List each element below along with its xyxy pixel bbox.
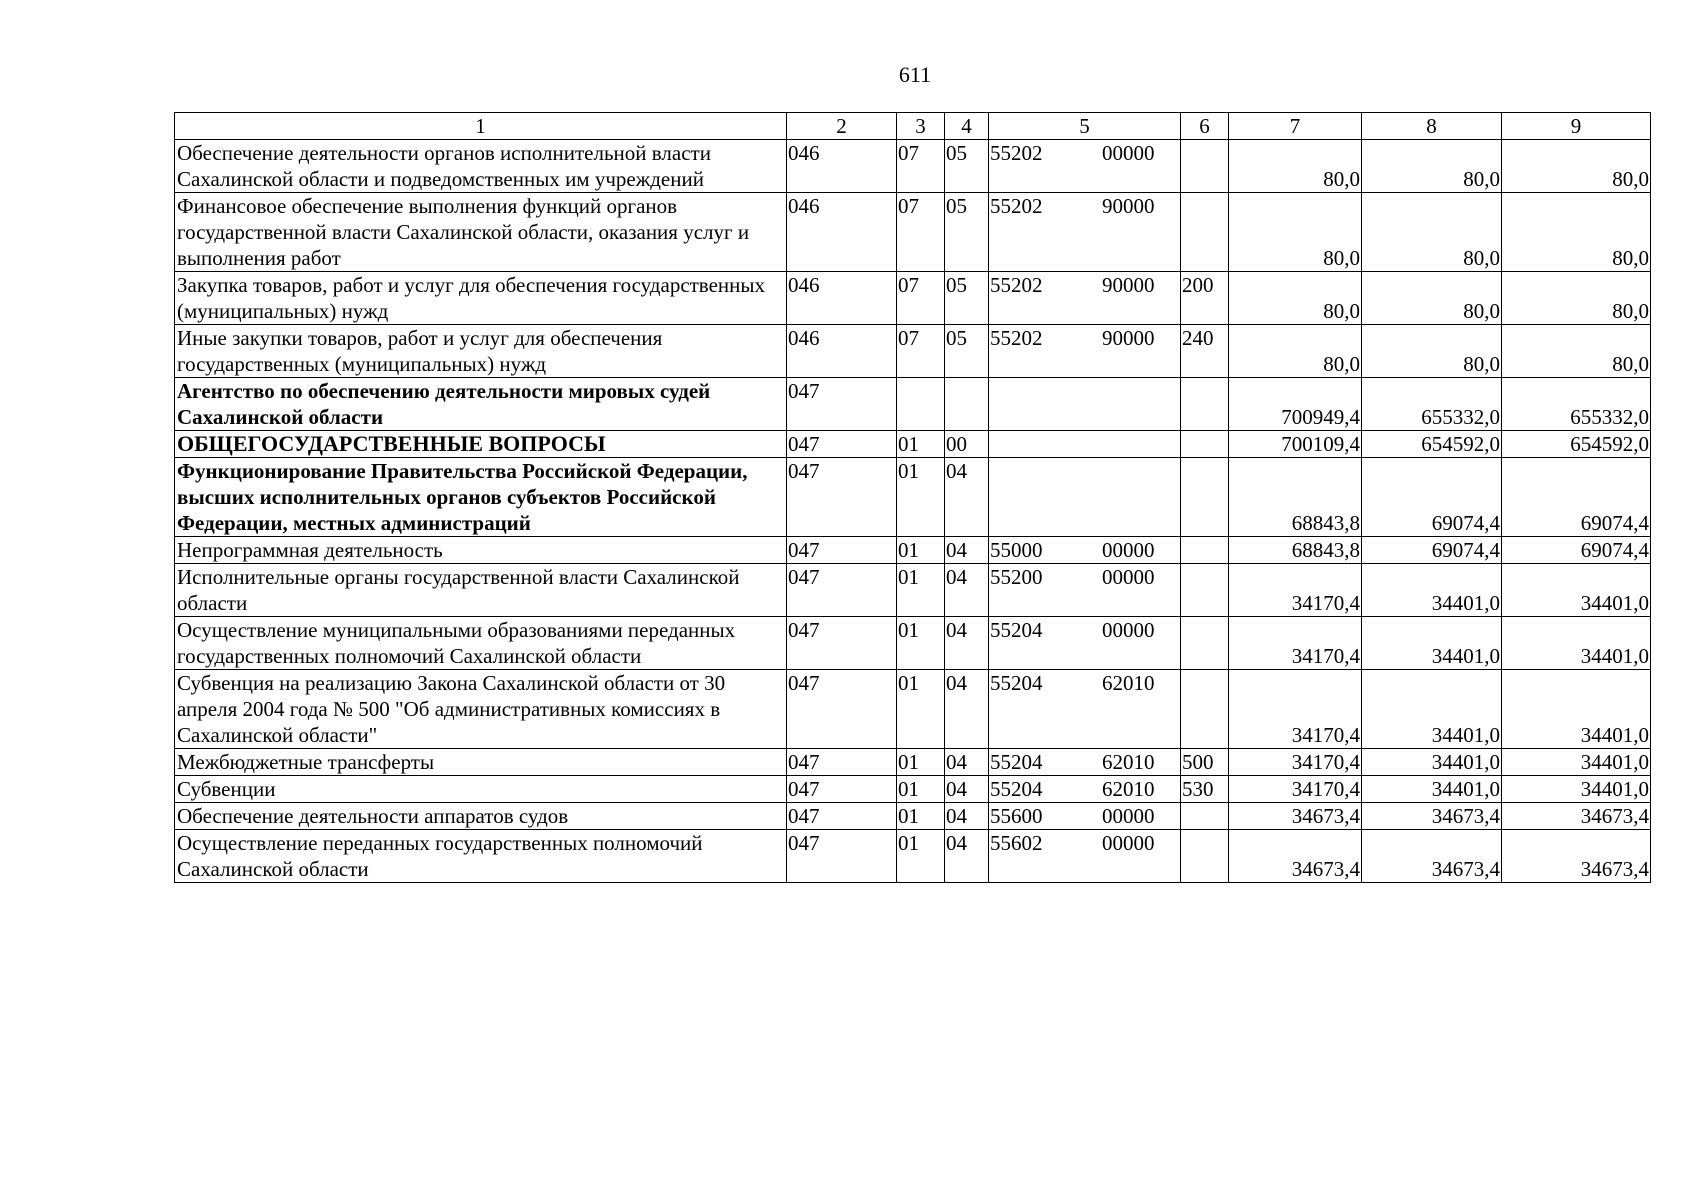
row-section-code xyxy=(897,378,945,431)
row-ministry-code: 046 xyxy=(787,193,897,272)
row-ministry-code: 047 xyxy=(787,617,897,670)
row-section-code: 07 xyxy=(897,193,945,272)
row-direction-code xyxy=(1069,193,1181,272)
row-section-code: 07 xyxy=(897,325,945,378)
row-subsection-code: 04 xyxy=(945,830,989,883)
row-section-code: 01 xyxy=(897,431,945,458)
row-name: Исполнительные органы государственной власти Сахалинской области xyxy=(175,564,787,617)
row-expense-type xyxy=(1181,193,1229,272)
row-program-code xyxy=(989,431,1069,458)
header-col-3: 3 xyxy=(897,113,945,140)
header-col-1: 1 xyxy=(175,113,787,140)
row-ministry-code: 046 xyxy=(787,140,897,193)
row-ministry-code: 047 xyxy=(787,830,897,883)
row-program-code: 55600 xyxy=(989,803,1069,830)
row-section-code: 01 xyxy=(897,776,945,803)
row-subsection-code: 05 xyxy=(945,193,989,272)
row-direction-code xyxy=(1069,564,1181,617)
header-col-6: 6 xyxy=(1181,113,1229,140)
header-row xyxy=(175,113,1651,140)
table-row xyxy=(175,140,1651,193)
row-direction-code-text: 00000 xyxy=(1102,565,1155,589)
row-ministry-code: 047 xyxy=(787,537,897,564)
row-direction-code xyxy=(1069,776,1181,803)
row-direction-code-text: 62010 xyxy=(1102,671,1155,695)
row-direction-code xyxy=(1069,458,1181,537)
row-direction-code-text: 62010 xyxy=(1102,777,1155,801)
row-program-code: 55204 xyxy=(989,749,1069,776)
row-ministry-code: 047 xyxy=(787,458,897,537)
row-subsection-code: 04 xyxy=(945,670,989,749)
row-amount-col9: 80,0 xyxy=(1502,193,1651,272)
row-direction-code-text: 00000 xyxy=(1102,141,1155,165)
row-subsection-code xyxy=(945,378,989,431)
row-amount-col8: 34401,0 xyxy=(1362,564,1502,617)
row-program-code: 55200 xyxy=(989,564,1069,617)
header-col-9: 9 xyxy=(1502,113,1651,140)
row-amount-col9: 34401,0 xyxy=(1502,749,1651,776)
row-section-code: 01 xyxy=(897,830,945,883)
row-amount-col8: 80,0 xyxy=(1362,272,1502,325)
row-section-code: 01 xyxy=(897,537,945,564)
row-amount-col8: 69074,4 xyxy=(1362,458,1502,537)
row-expense-type xyxy=(1181,458,1229,537)
row-name: Субвенция на реализацию Закона Сахалинской области от 30 апреля 2004 года № 500 "Об административных комиссиях в Сахалинской области" xyxy=(175,670,787,749)
row-amount-col8: 34401,0 xyxy=(1362,670,1502,749)
row-amount-col9: 34401,0 xyxy=(1502,617,1651,670)
row-expense-type: 500 xyxy=(1181,749,1229,776)
row-amount-col8: 34401,0 xyxy=(1362,776,1502,803)
row-name: Непрограммная деятельность xyxy=(175,537,787,564)
header-col-2: 2 xyxy=(787,113,897,140)
table-row xyxy=(175,830,1651,883)
row-amount-col7: 700109,4 xyxy=(1229,431,1362,458)
row-direction-code-text: 90000 xyxy=(1102,194,1155,218)
row-amount-col7: 34170,4 xyxy=(1229,749,1362,776)
row-expense-type xyxy=(1181,617,1229,670)
row-program-code: 55204 xyxy=(989,670,1069,749)
row-amount-col9: 80,0 xyxy=(1502,140,1651,193)
row-amount-col8: 655332,0 xyxy=(1362,378,1502,431)
row-name: ОБЩЕГОСУДАРСТВЕННЫЕ ВОПРОСЫ xyxy=(175,431,787,458)
row-name: Закупка товаров, работ и услуг для обеспечения государственных (муниципальных) нужд xyxy=(175,272,787,325)
row-direction-code-text: 62010 xyxy=(1102,750,1155,774)
row-subsection-code: 04 xyxy=(945,564,989,617)
row-amount-col9: 34673,4 xyxy=(1502,830,1651,883)
row-ministry-code: 047 xyxy=(787,749,897,776)
row-amount-col7: 34170,4 xyxy=(1229,564,1362,617)
table-body xyxy=(175,140,1651,883)
row-ministry-code: 046 xyxy=(787,272,897,325)
row-program-code xyxy=(989,458,1069,537)
row-direction-code xyxy=(1069,431,1181,458)
row-program-code: 55202 xyxy=(989,140,1069,193)
row-subsection-code: 00 xyxy=(945,431,989,458)
row-expense-type: 200 xyxy=(1181,272,1229,325)
row-name: Межбюджетные трансферты xyxy=(175,749,787,776)
row-amount-col7: 700949,4 xyxy=(1229,378,1362,431)
budget-table xyxy=(174,112,1651,883)
row-amount-col9: 80,0 xyxy=(1502,272,1651,325)
row-section-code: 01 xyxy=(897,458,945,537)
row-program-code: 55204 xyxy=(989,617,1069,670)
row-ministry-code: 047 xyxy=(787,564,897,617)
row-program-code: 55602 xyxy=(989,830,1069,883)
table-row xyxy=(175,431,1651,458)
row-amount-col8: 34401,0 xyxy=(1362,617,1502,670)
row-ministry-code: 047 xyxy=(787,776,897,803)
row-direction-code xyxy=(1069,830,1181,883)
row-direction-code xyxy=(1069,617,1181,670)
row-ministry-code: 047 xyxy=(787,378,897,431)
row-expense-type xyxy=(1181,830,1229,883)
page-number: 611 xyxy=(898,62,932,87)
row-section-code: 01 xyxy=(897,803,945,830)
row-program-code: 55000 xyxy=(989,537,1069,564)
row-amount-col7: 68843,8 xyxy=(1229,537,1362,564)
row-direction-code xyxy=(1069,325,1181,378)
row-direction-code-text: 00000 xyxy=(1102,831,1155,855)
row-amount-col7: 80,0 xyxy=(1229,193,1362,272)
row-amount-col8: 80,0 xyxy=(1362,325,1502,378)
row-amount-col7: 34170,4 xyxy=(1229,670,1362,749)
row-expense-type xyxy=(1181,670,1229,749)
table-row xyxy=(175,458,1651,537)
row-direction-code xyxy=(1069,378,1181,431)
row-name: Обеспечение деятельности органов исполнительной власти Сахалинской области и подведомственных им учреждений xyxy=(175,140,787,193)
row-expense-type xyxy=(1181,140,1229,193)
row-amount-col9: 34401,0 xyxy=(1502,776,1651,803)
table-row xyxy=(175,617,1651,670)
row-subsection-code: 05 xyxy=(945,325,989,378)
row-program-code xyxy=(989,378,1069,431)
row-name: Субвенции xyxy=(175,776,787,803)
row-amount-col8: 34673,4 xyxy=(1362,830,1502,883)
row-name: Осуществление муниципальными образованиями переданных государственных полномочий Сахалинской области xyxy=(175,617,787,670)
row-name: Осуществление переданных государственных полномочий Сахалинской области xyxy=(175,830,787,883)
row-subsection-code: 05 xyxy=(945,140,989,193)
row-expense-type: 530 xyxy=(1181,776,1229,803)
row-amount-col9: 34401,0 xyxy=(1502,670,1651,749)
row-direction-code-text: 00000 xyxy=(1102,618,1155,642)
table-row xyxy=(175,670,1651,749)
row-amount-col8: 654592,0 xyxy=(1362,431,1502,458)
row-amount-col7: 80,0 xyxy=(1229,272,1362,325)
row-direction-code-text: 00000 xyxy=(1102,804,1155,828)
row-direction-code xyxy=(1069,537,1181,564)
row-subsection-code: 04 xyxy=(945,537,989,564)
table-row xyxy=(175,537,1651,564)
row-section-code: 07 xyxy=(897,272,945,325)
header-col-7: 7 xyxy=(1229,113,1362,140)
table-row xyxy=(175,776,1651,803)
row-direction-code xyxy=(1069,140,1181,193)
row-expense-type xyxy=(1181,537,1229,564)
row-direction-code xyxy=(1069,803,1181,830)
row-direction-code xyxy=(1069,670,1181,749)
row-expense-type xyxy=(1181,564,1229,617)
row-program-code: 55202 xyxy=(989,193,1069,272)
row-amount-col8: 80,0 xyxy=(1362,140,1502,193)
row-name: Агентство по обеспечению деятельности мировых судей Сахалинской области xyxy=(175,378,787,431)
table-row xyxy=(175,272,1651,325)
row-amount-col7: 34170,4 xyxy=(1229,617,1362,670)
row-amount-col9: 69074,4 xyxy=(1502,537,1651,564)
row-section-code: 01 xyxy=(897,749,945,776)
table-row xyxy=(175,803,1651,830)
table-row xyxy=(175,193,1651,272)
row-amount-col8: 80,0 xyxy=(1362,193,1502,272)
row-name: Обеспечение деятельности аппаратов судов xyxy=(175,803,787,830)
row-amount-col8: 34401,0 xyxy=(1362,749,1502,776)
table-row xyxy=(175,564,1651,617)
row-ministry-code: 047 xyxy=(787,803,897,830)
row-direction-code xyxy=(1069,272,1181,325)
row-subsection-code: 05 xyxy=(945,272,989,325)
row-program-code: 55202 xyxy=(989,325,1069,378)
row-subsection-code: 04 xyxy=(945,776,989,803)
table-row xyxy=(175,378,1651,431)
row-expense-type xyxy=(1181,431,1229,458)
row-program-code: 55202 xyxy=(989,272,1069,325)
row-subsection-code: 04 xyxy=(945,458,989,537)
row-amount-col7: 34170,4 xyxy=(1229,776,1362,803)
row-amount-col7: 80,0 xyxy=(1229,140,1362,193)
row-amount-col8: 69074,4 xyxy=(1362,537,1502,564)
row-ministry-code: 047 xyxy=(787,670,897,749)
row-amount-col9: 655332,0 xyxy=(1502,378,1651,431)
row-amount-col9: 34673,4 xyxy=(1502,803,1651,830)
row-name: Финансовое обеспечение выполнения функций органов государственной власти Сахалинской области, оказания услуг и выполнения работ xyxy=(175,193,787,272)
row-expense-type xyxy=(1181,803,1229,830)
row-expense-type: 240 xyxy=(1181,325,1229,378)
row-program-code: 55204 xyxy=(989,776,1069,803)
row-direction-code-text: 90000 xyxy=(1102,326,1155,350)
row-section-code: 01 xyxy=(897,670,945,749)
row-section-code: 07 xyxy=(897,140,945,193)
row-amount-col7: 34673,4 xyxy=(1229,803,1362,830)
row-subsection-code: 04 xyxy=(945,617,989,670)
row-amount-col9: 34401,0 xyxy=(1502,564,1651,617)
row-section-code: 01 xyxy=(897,617,945,670)
row-subsection-code: 04 xyxy=(945,803,989,830)
row-direction-code-text: 00000 xyxy=(1102,538,1155,562)
row-name: Функционирование Правительства Российской Федерации, высших исполнительных органов субъектов Российской Федерации, местных администраций xyxy=(175,458,787,537)
row-direction-code xyxy=(1069,749,1181,776)
row-amount-col9: 654592,0 xyxy=(1502,431,1651,458)
row-amount-col9: 69074,4 xyxy=(1502,458,1651,537)
row-amount-col7: 34673,4 xyxy=(1229,830,1362,883)
row-ministry-code: 047 xyxy=(787,431,897,458)
header-col-8: 8 xyxy=(1362,113,1502,140)
table-row xyxy=(175,749,1651,776)
row-ministry-code: 046 xyxy=(787,325,897,378)
row-section-code: 01 xyxy=(897,564,945,617)
row-amount-col7: 68843,8 xyxy=(1229,458,1362,537)
header-col-4: 4 xyxy=(945,113,989,140)
header-col-5: 5 xyxy=(989,113,1181,140)
row-subsection-code: 04 xyxy=(945,749,989,776)
row-name: Иные закупки товаров, работ и услуг для обеспечения государственных (муниципальных) нужд xyxy=(175,325,787,378)
row-amount-col7: 80,0 xyxy=(1229,325,1362,378)
row-direction-code-text: 90000 xyxy=(1102,273,1155,297)
row-amount-col8: 34673,4 xyxy=(1362,803,1502,830)
row-amount-col9: 80,0 xyxy=(1502,325,1651,378)
table-row xyxy=(175,325,1651,378)
row-expense-type xyxy=(1181,378,1229,431)
